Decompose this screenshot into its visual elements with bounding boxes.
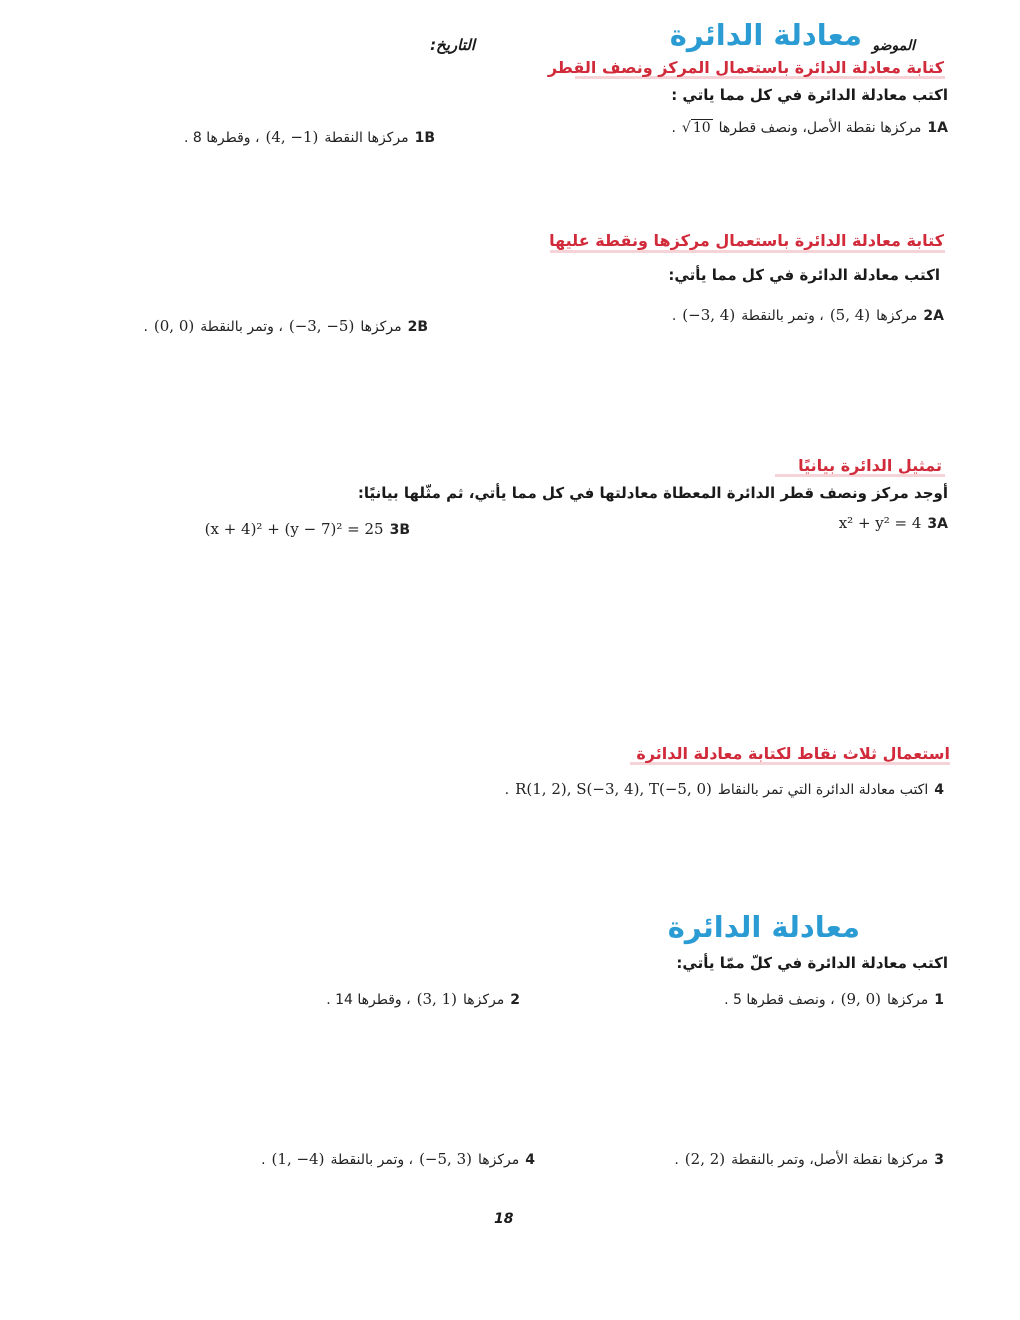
problem-text: اكتب معادلة الدائرة التي تمر بالنقاط (717, 782, 929, 798)
math-point: (1, −4) (271, 1150, 325, 1168)
page-title: معادلة الدائرة (669, 18, 862, 52)
problem-text-2: ، وتمر بالنقطة (330, 1152, 414, 1168)
problem-text: مركزها (477, 1152, 520, 1168)
problem-4 (505, 780, 944, 798)
problem-text: مركزها (886, 992, 929, 1008)
heading-highlight (550, 250, 945, 253)
problem-2b (143, 317, 428, 335)
subject-label: الموضو (872, 38, 915, 54)
math-center: (3, 1) (416, 990, 457, 1008)
math-point: (4, −1) (265, 128, 319, 146)
problem-text: مركزها النقطة (324, 130, 409, 146)
section-heading-center-point: كتابة معادلة الدائرة باستعمال مركزها ونقطة عليها (549, 231, 944, 250)
problem-text: مركزها نقطة الأصل، وتمر بالنقطة (731, 1152, 929, 1168)
math-equation: x² + y² = 4 (838, 514, 922, 532)
problem-number: 2 (510, 992, 520, 1008)
page-number: 18 (494, 1211, 514, 1227)
problem-end: . (674, 1152, 679, 1168)
problem-number: 3 (934, 1152, 944, 1168)
section3-instruction: أوجد مركز ونصف قطر الدائرة المعطاة معادلتها في كل مما يأتي، ثم مثّلها بيانيًا: (357, 484, 948, 502)
question-4 (261, 1150, 535, 1168)
problem-end: . (504, 782, 510, 798)
radicand: 10 (692, 120, 711, 136)
math-equation: (x + 4)² + (y − 7)² = 25 (204, 520, 384, 538)
problem-number: 1B (414, 130, 435, 146)
problem-text: مركزها (462, 992, 505, 1008)
question-2 (326, 990, 520, 1008)
section-heading-center-radius: كتابة معادلة الدائرة باستعمال المركز ونصف القطر (547, 58, 944, 77)
date-label: التاريخ: (430, 36, 475, 54)
section-heading-three-points: استعمال ثلاث نقاط لكتابة معادلة الدائرة (636, 744, 950, 763)
math-center: (5, 4) (829, 306, 871, 324)
problem-number: 3A (927, 516, 948, 532)
problem-text-2: ، ونصف قطرها 5 . (724, 992, 835, 1008)
problem-1b (184, 128, 435, 146)
problem-text-2: ، وقطرها 14 . (326, 992, 411, 1008)
problem-text-2: ، وتمر بالنقطة (741, 308, 824, 324)
section5-title: معادلة الدائرة (667, 910, 860, 944)
problem-end: . (261, 1152, 266, 1168)
math-center: (9, 0) (840, 990, 881, 1008)
math-points: R(1, 2), S(−3, 4), T(−5, 0) (515, 780, 712, 798)
section1-instruction: اكتب معادلة الدائرة في كل مما ياتي : (671, 86, 948, 104)
problem-number: 1A (927, 120, 948, 136)
problem-text-2: ، وتمر بالنقطة (200, 319, 283, 335)
problem-text: مركزها (360, 319, 402, 335)
problem-1a (671, 120, 948, 136)
section-heading-graphing: تمثيل الدائرة بيانيًا (798, 456, 942, 475)
problem-text: مركزها (876, 308, 918, 324)
section5-instruction: اكتب معادلة الدائرة في كلّ ممّا يأتي: (676, 954, 948, 972)
problem-number: 4 (525, 1152, 535, 1168)
question-3 (674, 1150, 944, 1168)
problem-2a (672, 306, 944, 324)
problem-3b (205, 520, 410, 538)
problem-end: . (671, 308, 677, 324)
sqrt-expression: √ 10 (681, 120, 711, 136)
section2-instruction: اكتب معادلة الدائرة في كل مما يأتي: (668, 266, 940, 284)
problem-number: 3B (389, 522, 410, 538)
math-center: (−3, −5) (288, 317, 355, 335)
problem-number: 2A (923, 308, 944, 324)
math-point: (0, 0) (153, 317, 195, 335)
math-point: (2, 2) (684, 1150, 726, 1168)
problem-end: . (671, 120, 676, 136)
problem-number: 2B (407, 319, 428, 335)
math-point: (−3, 4) (682, 306, 736, 324)
problem-number: 1 (934, 992, 944, 1008)
math-center: (−5, 3) (419, 1150, 472, 1168)
problem-number: 4 (934, 782, 944, 798)
question-1 (724, 990, 944, 1008)
problem-text: مركزها نقطة الأصل، ونصف قطرها (718, 120, 922, 136)
problem-text-2: ، وقطرها 8 . (183, 130, 260, 146)
problem-3a (839, 514, 948, 532)
problem-end: . (143, 319, 148, 335)
